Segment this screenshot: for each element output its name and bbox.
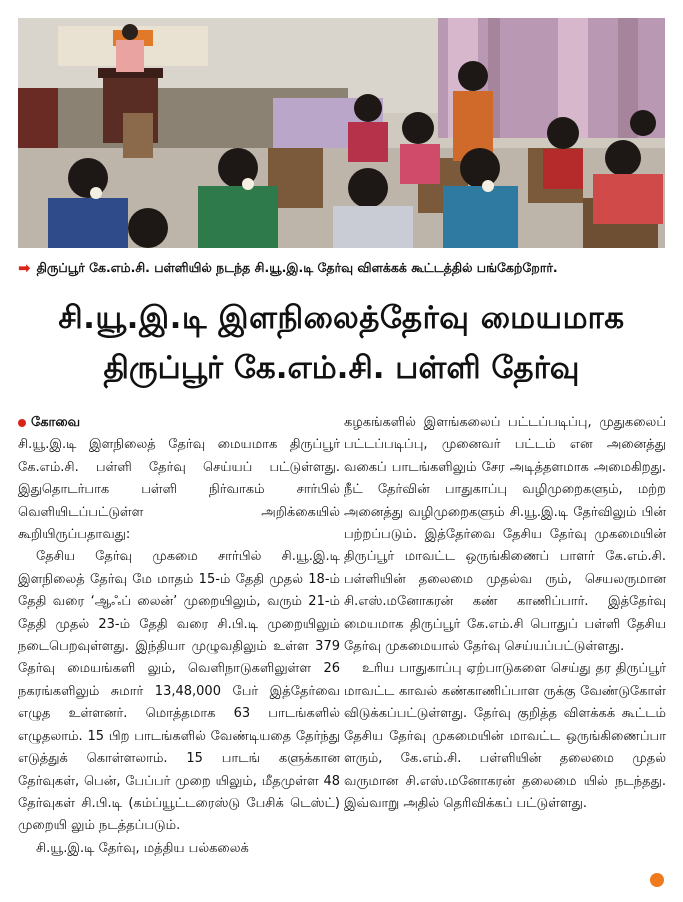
- news-photo: [18, 18, 665, 248]
- headline-line-1: சி.யூ.இ.டி இளநிலைத்தேர்வு மையமாக: [58, 300, 625, 336]
- paragraph: உரிய பாதுகாப்பு ஏற்பாடுகளை செய்து தர திருப்பூர் மாவட்ட காவல் கண்காணிப்பாள ருக்கு வேண்டுகோள் விடுக்கப்பட்டுள்ளது. தேர்வு குறித்த விளக்கக் கூட்டம் தேசிய தேர்வு முகமையின் மாவட்ட ஒருங்கிணைப்பா ளரும், கே.எம்.சி. பள்ளியின் தலைமை முதல் வருமான சி.எஸ்.மனோகரன் தலைமை யில் நடந்தது. இவ்வாறு அதில் தெரிவிக்கப் பட்டுள்ளது.: [344, 661, 666, 811]
- dateline-text: கோவை: [31, 415, 81, 430]
- end-mark-icon: [650, 873, 664, 887]
- headline: [10, 293, 673, 393]
- article-column-right: [344, 412, 666, 815]
- paragraph: சி.யூ.இ.டி இளநிலைத் தேர்வு மையமாக திருப்பூர் கே.எம்.சி. பள்ளி தேர்வு செய்யப் பட்டுள்ளது. இதுதொடர்பாக பள்ளி நிர்வாகம் சார்பில் வெளியிடப்பட்டுள்ள அறிக்கையில் கூறியிருப்பதாவது:: [18, 437, 340, 543]
- paragraph: தேசிய தேர்வு முகமை சார்பில் சி.யூ.இ.டி இளநிலைத் தேர்வு மே மாதம் 15-ம் தேதி முதல் 18-ம் தேதி வரை ‘ஆஃப் லைன்’ முறையிலும், வரும் 21-ம் தேதி முதல் 23-ம் தேதி வரை சி.பி.டி முறையிலும் நடைபெறவுள்ளது. இந்தியா முழுவதிலும் உள்ள 379 தேர்வு மையங்களி லும், வெளிநாடுகளிலுள்ள 26 நகரங்களிலும் சுமார் 13,48,000 பேர் இத்தேர்வை எழுத உள்ளனர். மொத்தமாக 63 பாடங்களில் எழுதலாம். 15 பிற பாடங்களில் வேண்டியதை தேர்ந்து எடுத்துக் கொள்ளலாம். 15 பாடங் களுக்கான தேர்வுகள், பென், பேப்பர் முறை யிலும், மீதமுள்ள 48 தேர்வுகள் சி.பி.டி (கம்ப்யூட்டரைஸ்டு பேசிக் டெஸ்ட்) முறையி லும் நடத்தப்படும்.: [18, 549, 340, 834]
- arrow-right-icon: ➡: [18, 259, 31, 277]
- photo-caption: [18, 256, 668, 280]
- dateline: [18, 412, 340, 434]
- article-column-left: [18, 412, 340, 860]
- paragraph: சி.யூ.இ.டி தேர்வு, மத்திய பல்கலைக்: [36, 840, 249, 856]
- bullet-dot-icon: [18, 419, 26, 427]
- meeting-photo-illustration: [18, 18, 665, 248]
- headline-line-2: திருப்பூர் கே.எம்.சி. பள்ளி தேர்வு: [103, 350, 580, 386]
- paragraph: கழகங்களில் இளங்கலைப் பட்டப்படிப்பு, முதுகலைப் பட்டப்படிப்பு, முனைவர் பட்டம் என அனைத்து வகைப் பாடங்களிலும் சேர அடித்தளமாக அமைகிறது. நீட் தேர்வின் பாதுகாப்பு வழிமுறைகளும், மற்ற அனைத்து வழிமுறைகளும் சி.யூ.இ.டி தேர்விலும் பின் பற்றப்படும். இத்தேர்வை தேசிய தேர்வு முகமையின் திருப்பூர் மாவட்ட ஒருங்கிணைப் பாளர் கே.எம்.சி. பள்ளியின் தலைமை முதல்வ ரும், செயலருமான சி.எஸ்.மனோகரன் கண் காணிப்பார். இத்தேர்வு மையமாக திருப்பூர் கே.எம்.சி பொதுப் பள்ளி தேசிய தேர்வு முகமையால் தேர்வு செய்யப்பட்டுள்ளது.: [344, 415, 666, 655]
- caption-text: திருப்பூர் கே.எம்.சி. பள்ளியில் நடந்த சி.யூ.இ.டி தேர்வு விளக்கக் கூட்டத்தில் பங்கேற்றோர்.: [36, 259, 558, 275]
